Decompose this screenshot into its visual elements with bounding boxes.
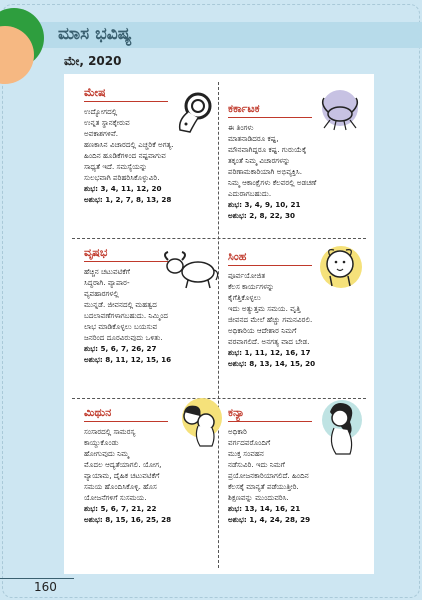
text-line: ಲಾಭ ಮಾಡಿಕೊಳ್ಳಲು ಬಯಸುವ [84, 322, 158, 331]
text-line: ಅಧಿಕಾರಿಯ ಆದೇಶಾರ ನಿಮಗೆ [228, 326, 297, 335]
sign-card-kanya [228, 406, 368, 556]
crab-icon [310, 88, 366, 134]
issue-date: ಮೇ, 2020 [64, 54, 122, 68]
page-number: 160 [34, 580, 57, 594]
title-rule [228, 421, 312, 422]
caution-dates: ಅಶುಭ: 8, 15, 16, 25, 28 [84, 515, 172, 524]
caution-dates: ಅಶುಭ: 8, 13, 14, 15, 20 [228, 359, 316, 368]
caution-dates: ಅಶುಭ: 8, 11, 12, 15, 16 [84, 355, 172, 364]
text-line: ಸಮಯ ಹೊಂದಿಸಿಕೊಳ್ಳಿ. ಹೊಸ [84, 482, 157, 491]
sign-name: ಕರ್ಕಾಟಕ [228, 102, 260, 115]
text-line: ಸಿದ್ಧರಾಗಿ. ವ್ಯಾಪಾರ- [84, 278, 130, 287]
sign-name: ಕನ್ಯಾ [228, 406, 245, 419]
caution-dates: ಅಶುಭ: 2, 8, 22, 30 [228, 211, 295, 220]
title-rule [228, 265, 312, 266]
sign-card-mithuna [84, 406, 224, 556]
bull-icon [160, 250, 220, 290]
text-line: ಎದುರಾಗಬಹುದು. [228, 189, 272, 198]
text-line: ನಡೆಸುವಿರಿ. ಇದು ನಿಮಗೆ [228, 460, 285, 469]
text-line: ಜೀವನದ ಮೇಲೆ ಹೆಚ್ಚು ಗಮನವಿರಲಿ. [228, 315, 313, 324]
text-line: ವರವಾಗಲಿದೆ. ಅನಗತ್ಯ ವಾದ ಬೇಡ. [228, 337, 310, 346]
text-line: ಮುನ್ನಡೆ. ಜೀವನದಲ್ಲಿ ಮಹತ್ವದ [84, 300, 157, 309]
ram-icon [168, 90, 220, 136]
sign-name: ವೃಷಭ [84, 246, 108, 259]
lucky-dates: ಶುಭ: 5, 6, 7, 21, 22 [84, 504, 157, 513]
text-line: ಕೆಲಸ ಕಾರ್ಯಗಳನ್ನು [228, 282, 275, 291]
sign-card-mesha [84, 86, 224, 236]
text-line: ಮಾತನಾಡಿದರೂ ಕಷ್ಟ, [228, 134, 279, 143]
text-line: ಕೈಗೆತ್ತಿಕೊಳ್ಳಲು [228, 293, 261, 302]
lucky-dates: ಶುಭ: 13, 14, 16, 21 [228, 504, 301, 513]
text-line: ಮೌನವಾಗಿದ್ದರೂ ಕಷ್ಟ. ಗುರುಯೆಕ್ಕೆ [228, 145, 307, 154]
sign-text [228, 122, 366, 221]
sign-name: ಸಿಂಹ [228, 250, 247, 263]
sign-card-simha [228, 250, 368, 400]
text-line: ಪರಿಣಾಮಕಾರಿಯಾಗಿ ಅಭಿವ್ಯಕ್ತಿಸಿ. [228, 167, 302, 176]
text-line: ಅಧಿಕಾರಿ [228, 427, 247, 436]
text-line: ಮುಕ್ತ ಸಂವಹನ [228, 449, 264, 458]
text-line: ಅವಕಾಶಗಳಿವೆ. [84, 129, 119, 138]
sign-name: ಮಿಥುನ [84, 406, 112, 419]
sign-name: ಮೇಷ [84, 86, 106, 99]
text-line: ಹಣಕಾಸಿನ ವಿಚಾರದಲ್ಲಿ ಎಚ್ಚರಿಕೆ ಅಗತ್ಯ. [84, 140, 174, 149]
title-rule [84, 101, 168, 102]
text-line: ಈ ತಿಂಗಳು [228, 123, 254, 132]
horoscope-panel [64, 74, 374, 574]
caution-dates: ಅಶುಭ: 1, 4, 24, 28, 29 [228, 515, 311, 524]
text-line: ಜನರಿಂದ ದೂರವಿರುವುದು ಒಳಿತು. [84, 333, 163, 342]
text-line: ವ್ಯವಹಾರಗಳಲ್ಲಿ [84, 289, 119, 298]
text-line: ಇದು ಅತ್ಯುತ್ತಮ ಸಮಯ. ವೃತ್ತಿ [228, 304, 301, 313]
footer-rule [0, 578, 74, 579]
sign-card-karkataka [228, 102, 368, 252]
text-line: ಹೋಗುವುದು ನಿಮ್ಮ [84, 449, 129, 458]
text-line: ಪೂರ್ವಯೋಜಿತ [228, 271, 266, 280]
lucky-dates: ಶುಭ: 3, 4, 11, 12, 20 [84, 184, 162, 193]
text-line: ಕಾಯ್ದುಕೊಂಡು [84, 438, 119, 447]
text-line: ಕೆಲಸಕ್ಕೆ ಮಾನ್ಯತೆ ಪಡೆಯುತ್ತೀರಿ. [228, 482, 299, 491]
lucky-dates: ಶುಭ: 5, 6, 7, 26, 27 [84, 344, 157, 353]
caution-dates: ಅಶುಭ: 1, 2, 7, 8, 13, 28 [84, 195, 172, 204]
text-line: ನಿಮ್ಮ ಆಕಾಂಕ್ಷೆಗಳು ಕೆಲವರಲ್ಲಿ ಅಡಚಣೆ [228, 178, 317, 187]
text-line: ಪ್ರಯೋಜನಕಾರಿಯಾಗಲಿದೆ. ಹಿಂದಿನ [228, 471, 309, 480]
maiden-icon [314, 398, 364, 458]
text-line: ಹಿಂದಿನ ಹೂಡಿಕೆಗಳಿಂದ ನಷ್ಟವಾಗುವ [84, 151, 166, 160]
text-line: ತಕ್ಕಂತೆ ನಿಮ್ಮ ವಿಚಾರಗಳನ್ನು [228, 156, 291, 165]
text-line: ಸುಲಭವಾಗಿ ಪರಿಹರಿಸಿಕೊಳ್ಳುವಿರಿ. [84, 173, 160, 182]
sign-card-vrushabha [84, 246, 224, 396]
title-rule [84, 261, 168, 262]
text-line: ವರ್ಗದವರೊಂದಿಗೆ [228, 438, 271, 447]
text-line: ಯೋಜನೆಗಳಿಗೆ ಸುಸಮಯ. [84, 493, 147, 502]
lion-icon [318, 244, 364, 290]
text-line: ಮೊದಲ ಆದ್ಯತೆಯಾಗಲಿ. ಯೋಗ, [84, 460, 162, 469]
text-line: ಉನ್ನತ ಸ್ಥಾನಕ್ಕೇರುವ [84, 118, 130, 127]
text-line: ಉದ್ಯೋಗದಲ್ಲಿ [84, 107, 118, 116]
page-title: ಮಾಸ ಭವಿಷ್ಯ [58, 24, 132, 44]
text-line: ಸಾಧ್ಯತೆ ಇದೆ. ಸಮಸ್ಯೆಯನ್ನು [84, 162, 148, 171]
title-rule [84, 421, 168, 422]
text-line: ಬದಲಾವಣೆಗಳಾಗಬಹುದು. ನಿಮ್ಮಿಂದ [84, 311, 169, 320]
title-rule [228, 117, 312, 118]
text-line: ಶಿಕ್ಷಣವನ್ನು ಮುಂದುವರಿಸಿ. [228, 493, 289, 502]
lucky-dates: ಶುಭ: 1, 11, 12, 16, 17 [228, 348, 311, 357]
text-line: ಸಂಸಾರದಲ್ಲಿ ಸಾಮರಸ್ಯ [84, 427, 136, 436]
lucky-dates: ಶುಭ: 3, 4, 9, 10, 21 [228, 200, 301, 209]
text-line: ಹೆಚ್ಚಿನ ಚಟುವಟಿಕೆಗೆ [84, 267, 130, 276]
twins-icon [172, 396, 222, 452]
text-line: ವ್ಯಾಯಾಮ, ದೈಹಿಕ ಚಟುವಟಿಕೆಗೆ [84, 471, 160, 480]
